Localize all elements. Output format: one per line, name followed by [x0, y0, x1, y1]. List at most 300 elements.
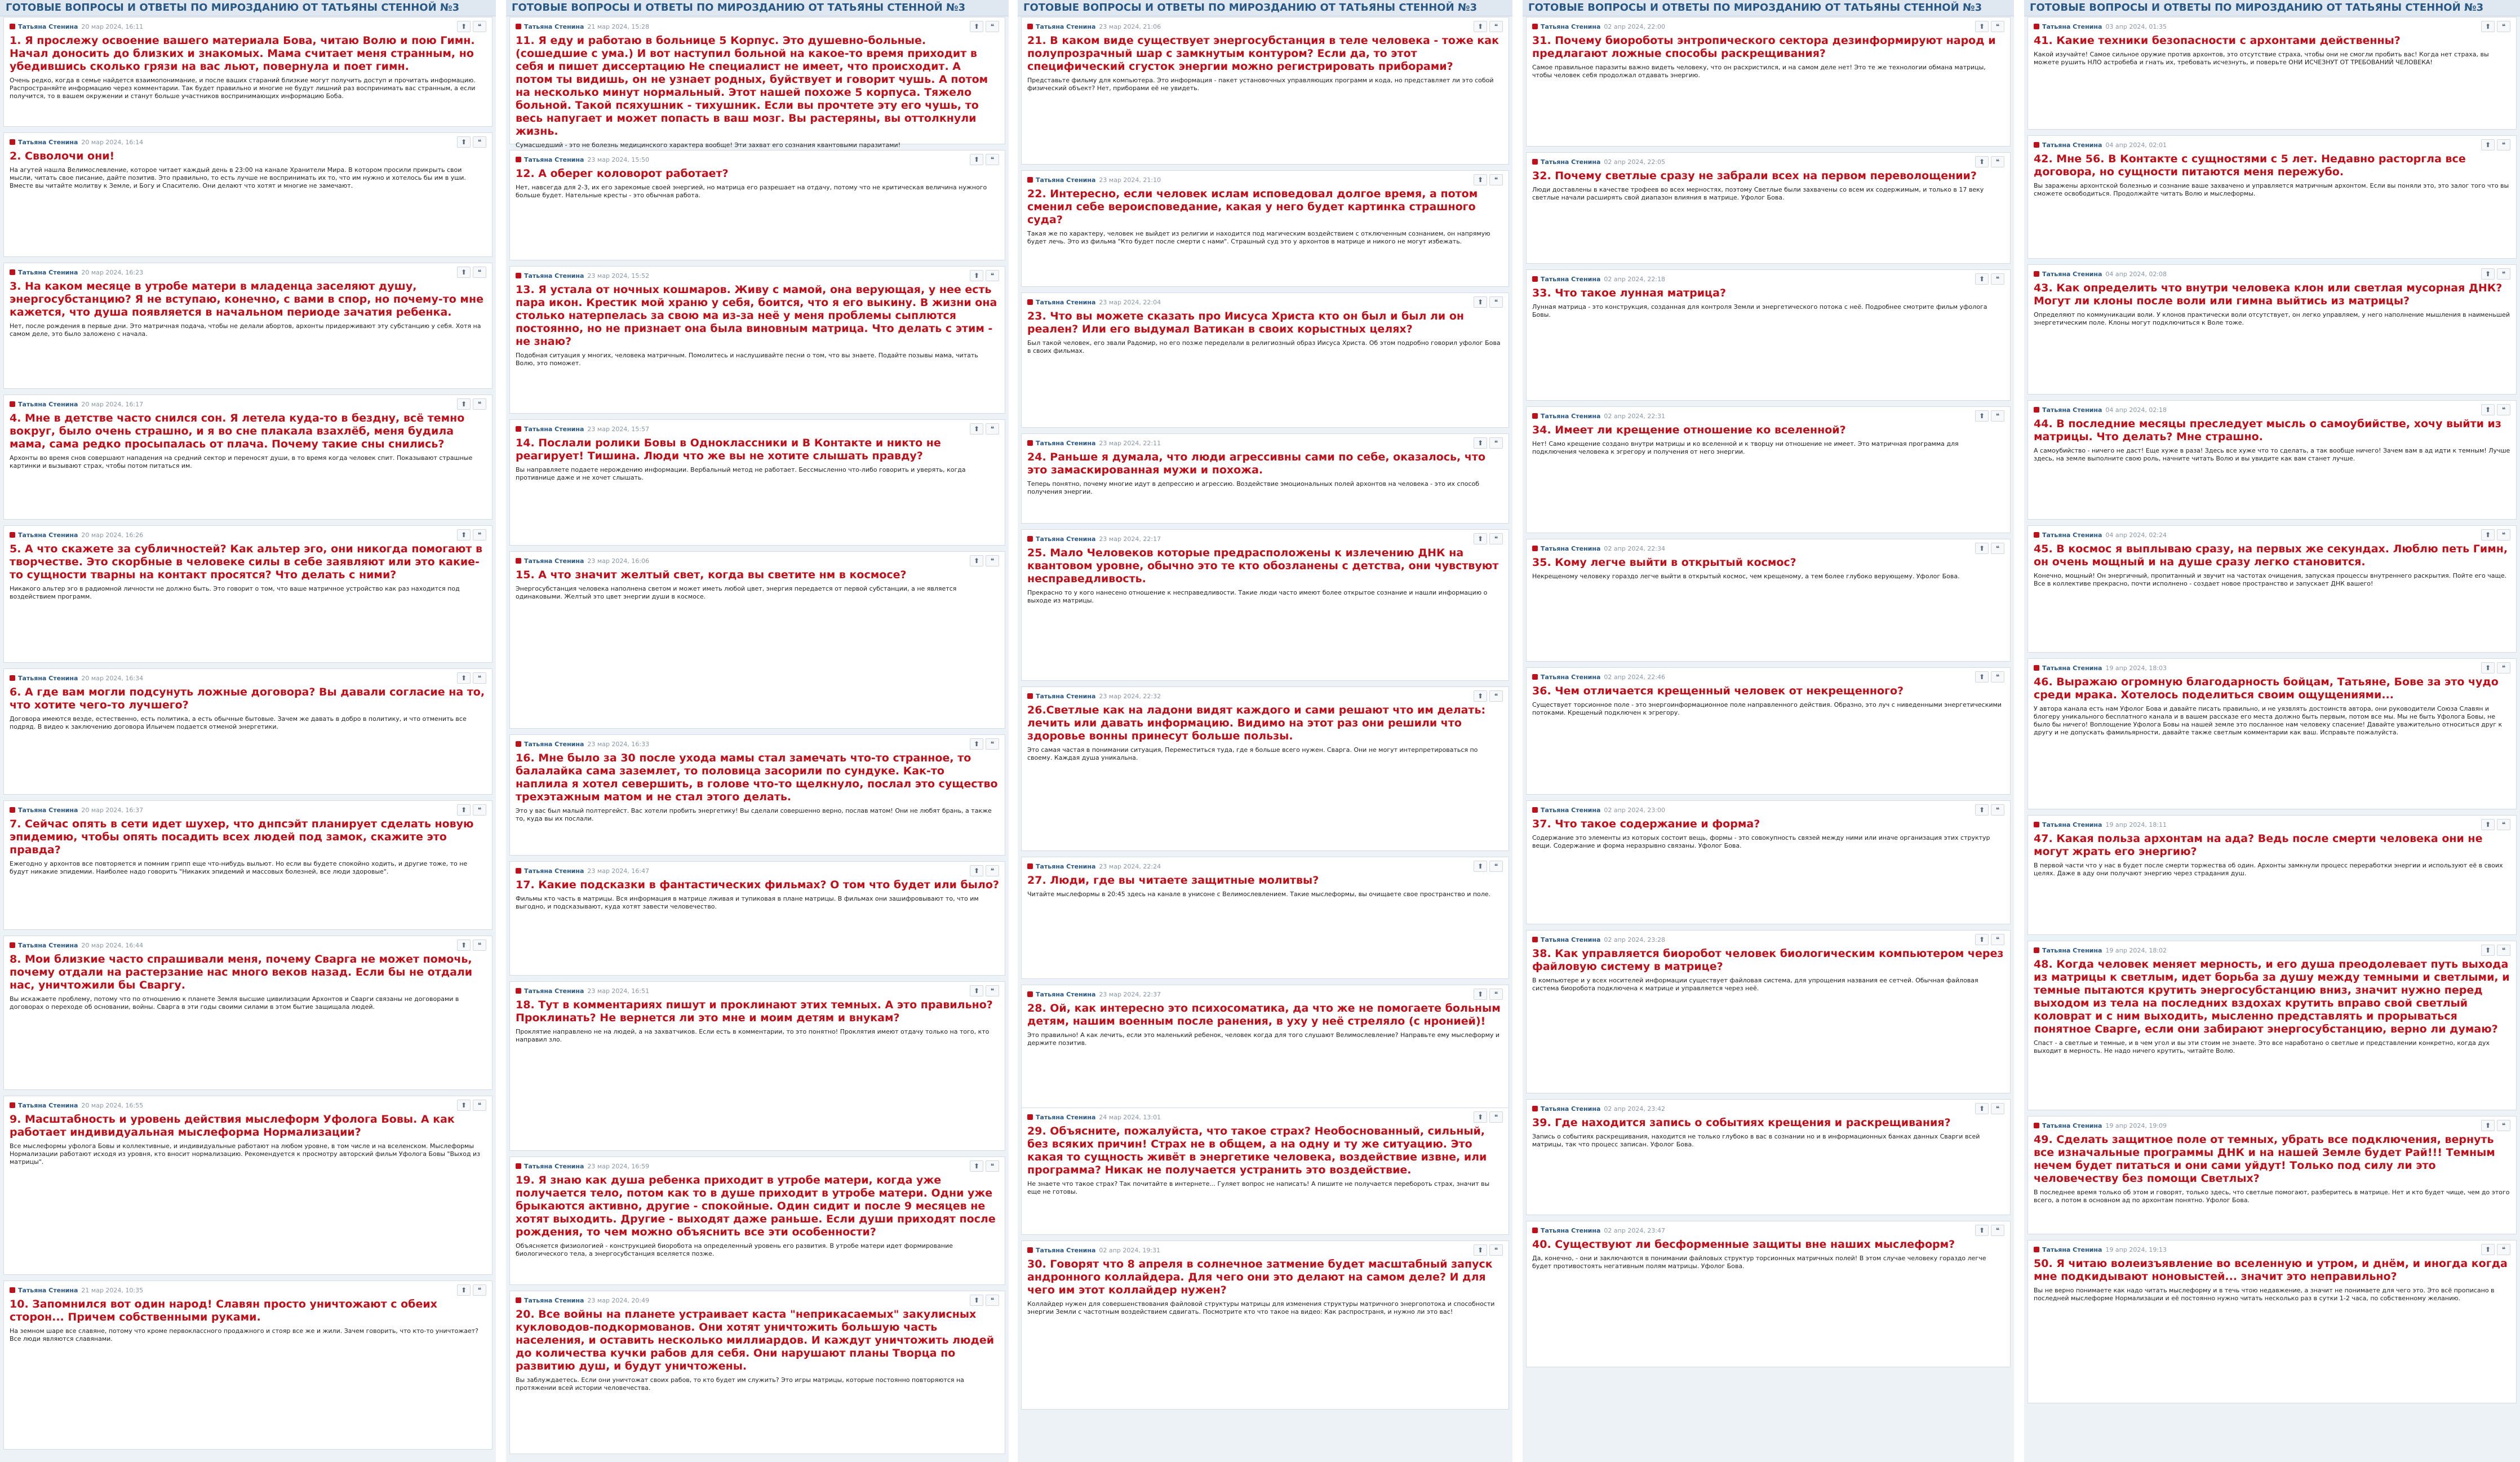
avatar-icon	[1027, 24, 1033, 29]
quote-icon[interactable]: ❝	[2497, 1244, 2510, 1255]
post-actions	[1474, 21, 1503, 32]
post-meta	[1027, 174, 1503, 185]
post-author[interactable]: Татьяна Стенина	[1036, 1113, 1096, 1121]
share-icon[interactable]: ⬆	[1975, 1225, 1989, 1236]
share-icon[interactable]: ⬆	[457, 1284, 471, 1296]
post-actions	[1975, 156, 2004, 167]
question-title: 4. Мне в детстве часто снился сон. Я летела куда-то в бездну, всё темно вокруг, было очень страшно, и я во сне плакала взахлёб, меня будила мама, сама редко просыпалась от плача. Почему такие сны снились?	[10, 412, 465, 450]
answer-text: Это правильно! А как лечить, если это маленький ребенок, человек когда для того слушают Велимослевление? Направьте ему мыслеформу и держите позитив.	[1027, 1031, 1500, 1047]
share-icon[interactable]: ⬆	[2481, 268, 2495, 280]
quote-icon[interactable]: ❝	[1489, 533, 1503, 544]
question-title: 35. Кому легче выйти в открытый космос?	[1532, 556, 1796, 569]
share-icon[interactable]: ⬆	[1975, 934, 1989, 945]
answer-text: Теперь понятно, почему многие идут в депрессию и агрессию. Воздействие эмоциональных полей архонтов на человека - это их способ получения энергии.	[1027, 480, 1480, 495]
question-title: 23. Что вы можете сказать про Иисуса Христа кто он был и был ли он реален? Или его выдумал Ватикан в своих корыстных целях?	[1027, 310, 1465, 335]
question-title: 45. В космос я выплываю сразу, на первых же секундах. Люблю петь Гимн, он очень мощный и на душе сразу легко становится.	[2034, 543, 2508, 568]
question-title: 22. Интересно, если человек ислам исповедовал долгое время, а потом сменил себе вероисповедание, какая у него будет картинка страшного суда?	[1027, 188, 1478, 226]
quote-icon[interactable]: ❝	[473, 267, 486, 278]
post-card	[509, 266, 1005, 414]
post-author[interactable]: Татьяна Стенина	[524, 1296, 584, 1304]
quote-icon[interactable]: ❝	[1991, 543, 2004, 554]
post-meta	[1027, 989, 1503, 1000]
post-actions	[457, 267, 486, 278]
share-icon[interactable]: ⬆	[1975, 671, 1989, 683]
answer-text: Фильмы кто часть в матрицы. Вся информация в матрице лживая и тупиковая в плане матрицы. В фильмах они зашифровывают то, что им выгодно, и подсказывают, куда хотят завести человечество.	[516, 895, 979, 910]
answer-text: Нет! Само крещение создано внутри матрицы и ко вселенной и к творцу ни отношение не имеет. Это матричная программа для подключения человека к эгрегору и получения от него энергии.	[1532, 440, 1959, 455]
post-author[interactable]: Татьяна Стенина	[524, 557, 584, 565]
post-author[interactable]: Татьяна Стенина	[524, 425, 584, 433]
answer-text: Никакого альтер эго в радиомной личности не должно быть. Это говорит о том, что ваше матричное устройство как раз находится под воздействием программ.	[10, 585, 460, 600]
post-author[interactable]: Татьяна Стенина	[1541, 544, 1601, 552]
share-icon[interactable]: ⬆	[1975, 1103, 1989, 1114]
post-card	[1021, 17, 1509, 165]
question-title: 44. В последние месяцы преследует мысль о самоубийстве, хочу выйти из матрицы. Что делать? Мне страшно.	[2034, 418, 2501, 443]
post-author[interactable]: Татьяна Стенина	[1036, 1246, 1096, 1254]
share-icon[interactable]: ⬆	[970, 21, 983, 32]
post-meta	[10, 267, 486, 278]
share-icon[interactable]: ⬆	[1474, 174, 1487, 185]
quote-icon[interactable]: ❝	[2497, 529, 2510, 541]
share-icon[interactable]: ⬆	[1474, 533, 1487, 544]
post-date: 24 мар 2024, 13:01	[1099, 1113, 1161, 1121]
share-icon[interactable]: ⬆	[1975, 543, 1989, 554]
answer-text: Запись о событиях раскрещивания, находится не только глубоко в вас в сознании но и в информационных банках данных Сварги всей матрицы, так что процесс записан. Уфолог Бова.	[1532, 1133, 1980, 1148]
question-title: 33. Что такое лунная матрица?	[1532, 287, 1726, 299]
answer-text: Определяют по коммуникации воли. У клонов практически воли отсутствует, он легко управляем, у него наполнение мышления в наименьшей энергетическим поле. Клоны могут подключиться к Воле тоже.	[2034, 311, 2510, 326]
quote-icon[interactable]: ❝	[986, 1160, 999, 1172]
share-icon[interactable]: ⬆	[1474, 989, 1487, 1000]
post-date: 23 мар 2024, 22:04	[1099, 298, 1161, 306]
post-card	[3, 936, 493, 1090]
share-icon[interactable]: ⬆	[1474, 437, 1487, 449]
post-card	[3, 395, 493, 520]
post-date: 04 апр 2024, 02:01	[2105, 141, 2167, 149]
quote-icon[interactable]: ❝	[473, 529, 486, 541]
post-author[interactable]: Татьяна Стенина	[1541, 412, 1601, 420]
post-meta	[1027, 437, 1503, 449]
post-meta	[2034, 1120, 2510, 1131]
quote-icon[interactable]: ❝	[2497, 662, 2510, 674]
share-icon[interactable]: ⬆	[457, 529, 471, 541]
post-date: 20 мар 2024, 16:17	[81, 400, 144, 408]
post-card	[1526, 152, 2011, 264]
quote-icon[interactable]: ❝	[1489, 1111, 1503, 1123]
question-title: 48. Когда человек меняет мерность, и его душа преодолевает путь выхода из матрицы к светлым, идет борьба за душу между темными и светлыми, и темные пытаются крутить энергосубстанцию вниз, значит нужно перед выходом из тела на последних вздохах крутить вправо свой светлый коловрат и с ним выходить, мысленно представлять и прорываться понятное Сварге, если они забирают энергосубстанцию, верно ли думаю?	[2034, 958, 2510, 1035]
share-icon[interactable]: ⬆	[457, 267, 471, 278]
answer-text: Был такой человек, его звали Радомир, но его позже переделали в религиозный образ Иисуса Христа. Об этом подробно говорил уфолог Бова в своих фильмах.	[1027, 339, 1501, 355]
quote-icon[interactable]: ❝	[986, 21, 999, 32]
quote-icon[interactable]: ❝	[473, 21, 486, 32]
share-icon[interactable]: ⬆	[1975, 21, 1989, 32]
answer-text: Сумасшедший - это не болезнь медицинского характера вообще! Эти захват его сознания квантовыми паразитами!	[516, 141, 901, 149]
post-author[interactable]: Татьяна Стенина	[2042, 531, 2102, 539]
post-author[interactable]: Татьяна Стенина	[524, 987, 584, 995]
quote-icon[interactable]: ❝	[986, 865, 999, 876]
post-author[interactable]: Татьяна Стенина	[18, 268, 78, 276]
post-meta	[2034, 404, 2510, 415]
quote-icon[interactable]: ❝	[1489, 989, 1503, 1000]
post-card	[3, 800, 493, 930]
share-icon[interactable]: ⬆	[457, 21, 471, 32]
post-card	[1526, 269, 2011, 401]
share-icon[interactable]: ⬆	[1975, 804, 1989, 816]
post-card	[2027, 135, 2517, 259]
quote-icon[interactable]: ❝	[2497, 945, 2510, 956]
question-title: 49. Сделать защитное поле от темных, убрать все подключения, вернуть все изначальные программы ДНК и на нашей Земле будет Рай!!! Темным нечем будет питаться и они сами уйдут! Только под силу ли это человечеству без помощи Светлых?	[2034, 1133, 2495, 1185]
quote-icon[interactable]: ❝	[2497, 21, 2510, 32]
share-icon[interactable]: ⬆	[1474, 21, 1487, 32]
answer-text: Энергосубстанция человека наполнена светом и может иметь любой цвет, энергия передается от первой субстанции, а не является одинаковыми. Желтый это цвет энергии души в космосе.	[516, 585, 957, 600]
share-icon[interactable]: ⬆	[1474, 296, 1487, 308]
post-author[interactable]: Татьяна Стенина	[1036, 439, 1096, 447]
share-icon[interactable]: ⬆	[2481, 21, 2495, 32]
quote-icon[interactable]: ❝	[473, 804, 486, 816]
question-title: 36. Чем отличается крещенный человек от некрещенного?	[1532, 685, 1904, 697]
post-author[interactable]: Татьяна Стенина	[1541, 23, 1601, 30]
post-author[interactable]: Татьяна Стенина	[1541, 1105, 1601, 1113]
share-icon[interactable]: ⬆	[457, 804, 471, 816]
post-author[interactable]: Татьяна Стенина	[1541, 936, 1601, 943]
post-date: 20 мар 2024, 16:14	[81, 138, 144, 146]
avatar-icon	[2034, 407, 2039, 413]
answer-text: Такая же по характеру, человек не выйдет из религии и находится под магическим воздействием с отключенным сознанием, он напрямую будет лечь. Это из фильма "Кто будет после смерти с нами". Страшный суд это у архонтов в матрице и никого не могут избежать.	[1027, 230, 1490, 245]
post-author[interactable]: Татьяна Стенина	[1541, 158, 1601, 166]
post-author[interactable]: Татьяна Стенина	[18, 1101, 78, 1109]
post-author[interactable]: Татьяна Стенина	[2042, 1246, 2102, 1253]
post-meta	[1532, 1103, 2004, 1114]
avatar-icon	[1027, 1247, 1033, 1253]
post-meta	[1532, 410, 2004, 422]
post-actions	[1975, 410, 2004, 422]
post-date: 02 апр 2024, 22:05	[1604, 158, 1666, 166]
question-title: 12. А оберег коловорот работает?	[516, 167, 729, 180]
post-actions	[2481, 268, 2510, 280]
quote-icon[interactable]: ❝	[1991, 410, 2004, 422]
post-author[interactable]: Татьяна Стенина	[1036, 23, 1096, 30]
post-date: 02 апр 2024, 22:31	[1604, 412, 1666, 420]
post-author[interactable]: Татьяна Стенина	[18, 1286, 78, 1294]
post-meta	[2034, 819, 2510, 830]
answer-text: Все мыслеформы уфолога Бовы и коллективные, и индивидуальные работают на любом уровне, в том числе и на вселенском. Мыслеформы Нормализации работают исходя из уровня, кто вносит нормализацию. Рекомендуется к просмотру авторский фильм Уфолога Бовы "Выход из матрицы".	[10, 1142, 481, 1166]
post-actions	[1474, 174, 1503, 185]
post-actions	[970, 985, 999, 996]
share-icon[interactable]: ⬆	[2481, 662, 2495, 674]
share-icon[interactable]: ⬆	[1474, 1111, 1487, 1123]
post-author[interactable]: Татьяна Стенина	[524, 740, 584, 748]
post-author[interactable]: Татьяна Стенина	[524, 867, 584, 875]
quote-icon[interactable]: ❝	[986, 270, 999, 281]
post-card	[1526, 930, 2011, 1093]
post-actions	[1975, 1225, 2004, 1236]
post-card	[1021, 857, 1509, 979]
share-icon[interactable]: ⬆	[970, 154, 983, 165]
post-meta	[1027, 296, 1503, 308]
quote-icon[interactable]: ❝	[2497, 1120, 2510, 1131]
question-title: 41. Какие техники безопасности с архонтами действенны?	[2034, 34, 2401, 47]
share-icon[interactable]: ⬆	[1474, 861, 1487, 872]
post-author[interactable]: Татьяна Стенина	[1036, 990, 1096, 998]
quote-icon[interactable]: ❝	[986, 154, 999, 165]
answer-text: Люди доставлены в качестве трофеев во всех мерностях, поэтому Светлые были захвачены со всем их содержимым, и только в 17 веку светлые начали расширять свой диапазон влияния в матрице. Уфолог Бова.	[1532, 186, 1984, 201]
avatar-icon	[2034, 24, 2039, 29]
share-icon[interactable]: ⬆	[970, 1295, 983, 1306]
post-card	[509, 1157, 1005, 1285]
quote-icon[interactable]: ❝	[473, 1100, 486, 1111]
post-author[interactable]: Татьяна Стенина	[2042, 664, 2102, 672]
question-title: 13. Я устала от ночных кошмаров. Живу с мамой, она верующая, у нее есть пара икон. Крестик мой храню у себя, боится, что я его выкину. В жизни она столько натерпелась за свою ма из-за неё у меня проблемы сыплются постоянно, но не признает она была виновным матрица. Что делать с этим - не знаю?	[516, 283, 997, 348]
quote-icon[interactable]: ❝	[986, 423, 999, 435]
quote-icon[interactable]: ❝	[986, 985, 999, 996]
quote-icon[interactable]: ❝	[986, 1295, 999, 1306]
post-date: 04 апр 2024, 02:08	[2105, 270, 2167, 278]
share-icon[interactable]: ⬆	[2481, 819, 2495, 830]
quote-icon[interactable]: ❝	[1489, 174, 1503, 185]
quote-icon[interactable]: ❝	[1991, 1103, 2004, 1114]
post-author[interactable]: Татьяна Стенина	[2042, 270, 2102, 278]
quote-icon[interactable]: ❝	[1489, 437, 1503, 449]
question-title: 19. Я знаю как душа ребенка приходит в утробе матери, когда уже получается тело, потом как то в душе приходит в утробе матери. Одни уже брыкаются активно, другие - спокойные. Один сидит и после 9 месяцев не хотят выходить. Другие - выходят даже раньше. Если души приходят после рождения, то чем можно объяснить все эти особенности?	[516, 1174, 996, 1238]
post-card	[3, 668, 493, 795]
post-meta	[1532, 156, 2004, 167]
answer-text: Спаст - а светлые и темные, и в чем угол и вы эти стоим не знаете. Это все наработано о светлые и представлении конкретно, когда дух выходит в мерность. Не надо ничего крутить, читайте Волю.	[2034, 1039, 2490, 1055]
share-icon[interactable]: ⬆	[970, 865, 983, 876]
post-card	[1526, 539, 2011, 662]
post-meta	[1027, 533, 1503, 544]
post-meta	[516, 423, 999, 435]
share-icon[interactable]: ⬆	[457, 398, 471, 410]
post-actions	[1975, 21, 2004, 32]
share-icon[interactable]: ⬆	[2481, 139, 2495, 150]
post-author[interactable]: Татьяна Стенина	[524, 156, 584, 163]
share-icon[interactable]: ⬆	[1975, 156, 1989, 167]
post-actions	[970, 1295, 999, 1306]
post-meta	[516, 1295, 999, 1306]
post-date: 20 мар 2024, 16:11	[81, 23, 144, 30]
post-card	[1526, 1221, 2011, 1367]
quote-icon[interactable]: ❝	[2497, 268, 2510, 280]
post-date: 21 мар 2024, 15:28	[587, 23, 650, 30]
answer-text: Представьте фильму для компьютера. Это информация - пакет установочных управляющих программ и кода, но представляет ли это собой физический объект? Нет, приборами её не увидеть.	[1027, 77, 1494, 92]
post-author[interactable]: Татьяна Стенина	[1541, 806, 1601, 814]
post-meta	[516, 1160, 999, 1172]
post-author[interactable]: Татьяна Стенина	[1541, 1226, 1601, 1234]
answer-text: Самое правильное паразиты важно видеть человеку, что он расхристился, и на самом деле нет! Это те же технологии обмана матрицы, чтобы человек себя продолжал отдавать энергию.	[1532, 64, 1986, 79]
post-actions	[1975, 671, 2004, 683]
post-author[interactable]: Татьяна Стенина	[2042, 23, 2102, 30]
post-card	[2027, 525, 2517, 653]
answer-text: Договора имеются везде, естественно, есть политика, а есть обычные бытовые. Зачем же давать в добро в политику, и что отменить все подряд. В видео к заключению договора Ильичем подается отменой энергетики.	[10, 715, 467, 730]
column-4	[1523, 0, 2014, 1462]
quote-icon[interactable]: ❝	[986, 555, 999, 566]
answer-text: Очень редко, когда в семье найдется взаимопонимание, и после ваших стараний близкие могут получить доступ и прочитать информацию. Распространяйте информацию через комментарии. Так будет правильно и многие не будут лишний раз воспринимать вас странным, а если получится, то в вашем окружении и станут больше участников воспринимающих информацию Боба.	[10, 77, 476, 100]
quote-icon[interactable]: ❝	[2497, 404, 2510, 415]
post-author[interactable]: Татьяна Стенина	[2042, 1122, 2102, 1129]
post-actions	[2481, 404, 2510, 415]
share-icon[interactable]: ⬆	[2481, 1120, 2495, 1131]
post-author[interactable]: Татьяна Стенина	[1541, 673, 1601, 681]
post-author[interactable]: Татьяна Стенина	[18, 138, 78, 146]
question-title: 3. На каком месяце в утробе матери в младенца заселяют душу, энергосубстанцию? Я не вступаю, конечно, с вами в спор, но почему-то мне кажется, что душа появляется в начальном периоде зачатия ребенка.	[10, 280, 483, 318]
post-actions	[2481, 529, 2510, 541]
quote-icon[interactable]: ❝	[473, 672, 486, 684]
post-author[interactable]: Татьяна Стенина	[1036, 535, 1096, 543]
post-actions	[457, 940, 486, 951]
post-actions	[970, 1160, 999, 1172]
post-date: 23 мар 2024, 20:49	[587, 1296, 650, 1304]
quote-icon[interactable]: ❝	[473, 398, 486, 410]
post-actions	[457, 804, 486, 816]
question-title: 34. Имеет ли крещение отношение ко вселенной?	[1532, 424, 1846, 436]
post-actions	[1975, 804, 2004, 816]
answer-text: В компьютере и у всех носителей информации существует файловая система, для упрощения названия ее сетчей. Обычная файловая система биоробота подключена к матрице и управляется через неё.	[1532, 977, 1978, 992]
post-card	[1526, 17, 2011, 147]
post-card	[509, 981, 1005, 1151]
post-card	[1021, 170, 1509, 287]
post-card	[3, 132, 493, 257]
post-author[interactable]: Татьяна Стенина	[524, 23, 584, 30]
quote-icon[interactable]: ❝	[1991, 1225, 2004, 1236]
share-icon[interactable]: ⬆	[457, 136, 471, 148]
share-icon[interactable]: ⬆	[1474, 690, 1487, 702]
post-card	[509, 419, 1005, 546]
post-author[interactable]: Татьяна Стенина	[1036, 176, 1096, 184]
post-card	[509, 1291, 1005, 1454]
share-icon[interactable]: ⬆	[970, 555, 983, 566]
avatar-icon	[1027, 440, 1033, 446]
avatar-icon	[10, 675, 15, 681]
quote-icon[interactable]: ❝	[1991, 671, 2004, 683]
share-icon[interactable]: ⬆	[457, 672, 471, 684]
post-card	[2027, 264, 2517, 395]
share-icon[interactable]: ⬆	[970, 738, 983, 750]
post-meta	[2034, 139, 2510, 150]
post-card	[3, 525, 493, 663]
question-title: 43. Как определить что внутри человека клон или светлая мусорная ДНК? Могут ли клоны после воли или гимна выйтись из матрицы?	[2034, 282, 2503, 307]
post-author[interactable]: Татьяна Стенина	[1036, 692, 1096, 700]
quote-icon[interactable]: ❝	[1991, 21, 2004, 32]
post-meta	[10, 529, 486, 541]
post-card	[1021, 686, 1509, 851]
post-author[interactable]: Татьяна Стенина	[524, 272, 584, 280]
quote-icon[interactable]: ❝	[1991, 934, 2004, 945]
quote-icon[interactable]: ❝	[986, 738, 999, 750]
quote-icon[interactable]: ❝	[473, 136, 486, 148]
avatar-icon	[10, 401, 15, 407]
answer-text: В первой части что у нас в будет после смерти торжества об один. Архонты замкнули процесс переработки энергии и используют её в своих целях. Даже в аду они получают энергию через страдания душ.	[2034, 862, 2503, 877]
answer-text: Это самая частая в понимании ситуация, Переместиться туда, где я больше всего нужен. Сварга. Они не могут интерпретироваться по своему. Каждая душа уникальна.	[1027, 746, 1478, 761]
quote-icon[interactable]: ❝	[473, 1284, 486, 1296]
post-card	[2027, 815, 2517, 935]
share-icon[interactable]: ⬆	[2481, 404, 2495, 415]
post-actions	[2481, 139, 2510, 150]
post-author[interactable]: Татьяна Стенина	[18, 531, 78, 539]
question-title: 20. Все войны на планете устраивает каста "неприкасаемых" закулисных кукловодов-подкормованов. Они хотят уничтожить большую часть населения, и оставить несколько миллиардов. И каждут уничтожить людей до количества кучки рабов для себя. Они нарушают планы Творца по развитию душ, и будут уничтожены.	[516, 1308, 995, 1372]
answer-text: У автора канала есть нам Уфолог Бова и давайте писать правильно, и не уязвлять достоинств автора, они руководители Союза Славян и блогеру уникального бесплатного канала и в вашем рассказе его места должно быть первым, потом все мы. Мы не быть Уфолога Бовы, не было бы ничего! Воплощение Уфолога Бовы на нашей земле это посланное нам человеку спасение! Давайте уважительно относиться друг к другу и не допускать фамильярности, давайте также светлым комментарии как ваш. Исправьте пожалуйста.	[2034, 705, 2503, 736]
post-meta	[1532, 804, 2004, 816]
post-author[interactable]: Татьяна Стенина	[2042, 141, 2102, 149]
avatar-icon	[10, 1102, 15, 1108]
post-actions	[457, 136, 486, 148]
post-card	[1021, 433, 1509, 524]
avatar-icon	[516, 426, 521, 432]
post-date: 20 мар 2024, 16:55	[81, 1101, 144, 1109]
post-meta	[1027, 690, 1503, 702]
quote-icon[interactable]: ❝	[1991, 804, 2004, 816]
post-author[interactable]: Татьяна Стенина	[18, 806, 78, 814]
quote-icon[interactable]: ❝	[1489, 296, 1503, 308]
post-card	[509, 734, 1005, 856]
post-date: 23 мар 2024, 22:17	[1099, 535, 1161, 543]
share-icon[interactable]: ⬆	[970, 985, 983, 996]
share-icon[interactable]: ⬆	[457, 1100, 471, 1111]
avatar-icon	[1027, 299, 1033, 305]
post-date: 20 мар 2024, 16:37	[81, 806, 144, 814]
post-author[interactable]: Татьяна Стенина	[1541, 275, 1601, 283]
post-author[interactable]: Татьяна Стенина	[2042, 821, 2102, 829]
share-icon[interactable]: ⬆	[2481, 945, 2495, 956]
post-card	[2027, 400, 2517, 520]
quote-icon[interactable]: ❝	[1489, 1244, 1503, 1256]
post-actions	[457, 529, 486, 541]
share-icon[interactable]: ⬆	[970, 1160, 983, 1172]
answer-text: Конечно, мощный! Он энергичный, пропитанный и звучит на частотах очищения, запуская процессы внутреннего раскрытия. Пойте его чаще. Все в коллективе прекрасно, почти исполнено - создает новое пространство и запускает ДНК вашего!	[2034, 572, 2507, 587]
avatar-icon	[1532, 24, 1538, 29]
post-actions	[1474, 533, 1503, 544]
quote-icon[interactable]: ❝	[1991, 273, 2004, 285]
post-author[interactable]: Татьяна Стенина	[18, 941, 78, 949]
post-author[interactable]: Татьяна Стенина	[524, 1162, 584, 1170]
question-title: 39. Где находится запись о событиях крещения и раскрещивания?	[1532, 1117, 1951, 1129]
post-author[interactable]: Татьяна Стенина	[1036, 862, 1096, 870]
post-date: 04 апр 2024, 02:24	[2105, 531, 2167, 539]
post-author[interactable]: Татьяна Стенина	[18, 674, 78, 682]
quote-icon[interactable]: ❝	[2497, 819, 2510, 830]
quote-icon[interactable]: ❝	[1489, 861, 1503, 872]
share-icon[interactable]: ⬆	[2481, 1244, 2495, 1255]
post-author[interactable]: Татьяна Стенина	[18, 23, 78, 30]
post-author[interactable]: Татьяна Стенина	[18, 400, 78, 408]
answer-text: Нет, навсегда для 2-3, их его зарекомые своей энергией, но матрица его разрешает на отдачу, потому что не критическая величина нужного больше будет. Нательные кресты - это обычная работа.	[516, 184, 987, 199]
share-icon[interactable]: ⬆	[2481, 529, 2495, 541]
avatar-icon	[1027, 693, 1033, 699]
answer-text: На агутей нашла Велимослевление, которое читает каждый день в 23:00 на канале Хранители Мира. В котором просили прикрыть свои мысли, читать свое писание, дайте позитив. Это правильно, то есть лучше не воспринимать их то, что им нужно и хотелось бы им в уши. Вместе вы читайте молитву к Земле, и Богу и Спасителю. Они делают что хотят и многие не замечают.	[10, 166, 466, 189]
post-date: 19 апр 2024, 18:02	[2105, 946, 2167, 954]
post-date: 02 апр 2024, 23:00	[1604, 806, 1666, 814]
post-meta	[10, 672, 486, 684]
post-author[interactable]: Татьяна Стенина	[2042, 406, 2102, 414]
share-icon[interactable]: ⬆	[970, 423, 983, 435]
quote-icon[interactable]: ❝	[473, 940, 486, 951]
question-title: 47. Какая польза архонтам на ада? Ведь после смерти человека они не могут жрать его энергию?	[2034, 832, 2483, 858]
share-icon[interactable]: ⬆	[1975, 273, 1989, 285]
question-title: 21. В каком виде существует энергосубстанция в теле человека - тоже как полупрозрачный шар с замкнутым контуром? Если да, то этот специфический сгусток энергии можно регистрировать приборами?	[1027, 34, 1499, 73]
quote-icon[interactable]: ❝	[1489, 690, 1503, 702]
quote-icon[interactable]: ❝	[2497, 139, 2510, 150]
post-date: 02 апр 2024, 22:00	[1604, 23, 1666, 30]
post-date: 02 апр 2024, 23:28	[1604, 936, 1666, 943]
page-title: ГОТОВЫЕ ВОПРОСЫ И ОТВЕТЫ ПО МИРОЗДАНИЮ ОТ ТАТЬЯНЫ СТЕННОЙ №3	[1523, 0, 2014, 16]
share-icon[interactable]: ⬆	[970, 270, 983, 281]
share-icon[interactable]: ⬆	[1474, 1244, 1487, 1256]
avatar-icon	[516, 558, 521, 564]
post-author[interactable]: Татьяна Стенина	[2042, 946, 2102, 954]
quote-icon[interactable]: ❝	[1489, 21, 1503, 32]
share-icon[interactable]: ⬆	[457, 940, 471, 951]
avatar-icon	[1532, 159, 1538, 165]
post-author[interactable]: Татьяна Стенина	[1036, 298, 1096, 306]
share-icon[interactable]: ⬆	[1975, 410, 1989, 422]
quote-icon[interactable]: ❝	[1991, 156, 2004, 167]
